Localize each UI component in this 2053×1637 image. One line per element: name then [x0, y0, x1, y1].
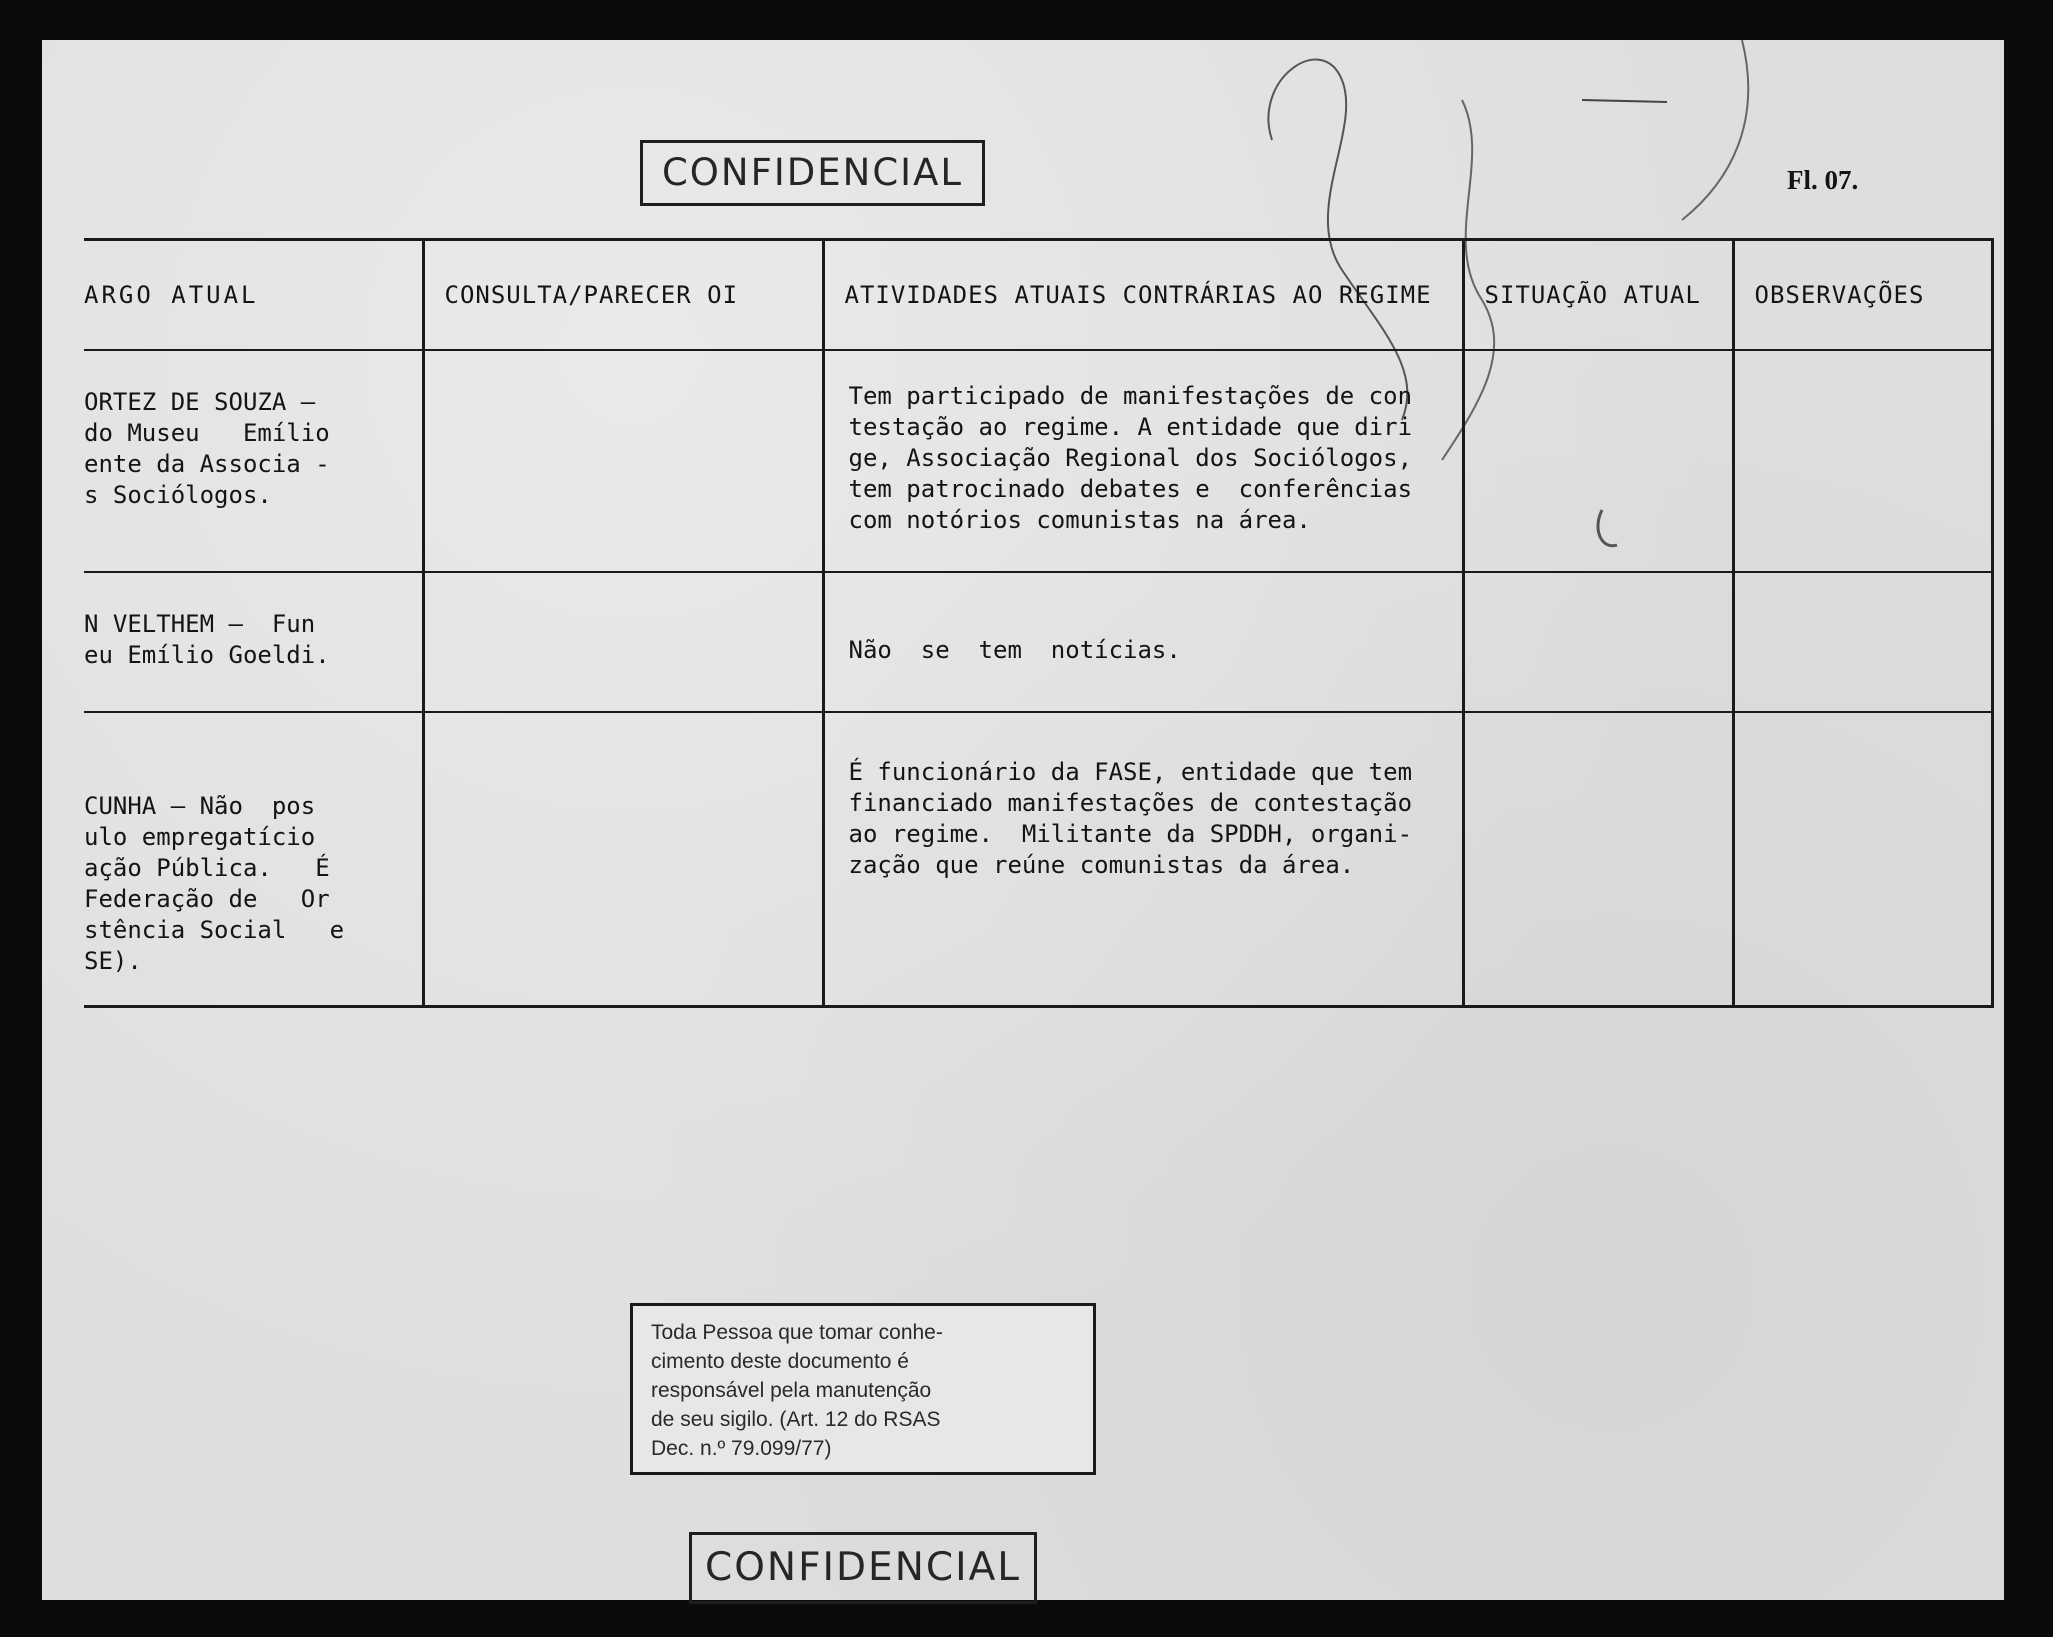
cell-observacoes: [1733, 350, 1994, 572]
header-situacao-atual: SITUAÇÃO ATUAL: [1463, 241, 1733, 350]
notice-line: Toda Pessoa que tomar conhe-: [651, 1321, 943, 1344]
cell-situacao: [1463, 572, 1733, 712]
notice-line: Dec. n.º 79.099/77): [651, 1437, 832, 1460]
table-header-row: [84, 241, 1994, 350]
notice-line: cimento deste documento é: [651, 1350, 909, 1373]
notice-line: responsável pela manutenção: [651, 1379, 932, 1402]
header-cargo-atual: ARGO ATUAL: [84, 241, 423, 350]
cell-atividades: Não se tem notícias.: [823, 572, 1463, 712]
table-row: [84, 350, 1994, 572]
document-page: [42, 40, 2004, 1600]
header-observacoes: OBSERVAÇÕES: [1733, 241, 1994, 350]
cell-atividades: É funcionário da FASE, entidade que tem financiado manifestações de contestação ao regime. Militante da SPDDH, organi- zação que reúne comunistas da área.: [823, 712, 1463, 1005]
folio-number: Fl. 07.: [1787, 165, 1859, 195]
notice-line: de seu sigilo. (Art. 12 do RSAS: [651, 1408, 941, 1431]
table-row: [84, 572, 1994, 712]
cell-consulta: [423, 712, 823, 1005]
cell-situacao: [1463, 350, 1733, 572]
cell-cargo: CUNHA — Não pos ulo empregatício ação Pública. É Federação de Or stência Social e SE).: [84, 792, 345, 975]
confidential-stamp-top: CONFIDENCIAL: [640, 140, 985, 206]
cell-cargo: N VELTHEM — Fun eu Emílio Goeldi.: [84, 572, 423, 712]
table-row: [84, 712, 1994, 1005]
confidentiality-notice: [630, 1303, 1096, 1475]
cell-observacoes: [1733, 712, 1994, 1005]
cell-atividades: Tem participado de manifestações de con testação ao regime. A entidade que diri ge, Associação Regional dos Sociólogos, tem patrocinado debates e conferências com notórios comunistas na área.: [823, 350, 1463, 572]
cell-consulta: [423, 350, 823, 572]
confidential-stamp-bottom: CONFIDENCIAL: [689, 1532, 1037, 1604]
header-atividades-atuais: ATIVIDADES ATUAIS CONTRÁRIAS AO REGIME: [823, 241, 1463, 350]
cell-observacoes: [1733, 572, 1994, 712]
dossier-table: [84, 238, 1994, 1008]
cell-cargo: ORTEZ DE SOUZA — do Museu Emílio ente da Associa - s Sociólogos.: [84, 350, 423, 572]
cell-consulta: [423, 572, 823, 712]
cell-situacao: [1463, 712, 1733, 1005]
header-consulta-parecer: CONSULTA/PARECER OI: [423, 241, 823, 350]
